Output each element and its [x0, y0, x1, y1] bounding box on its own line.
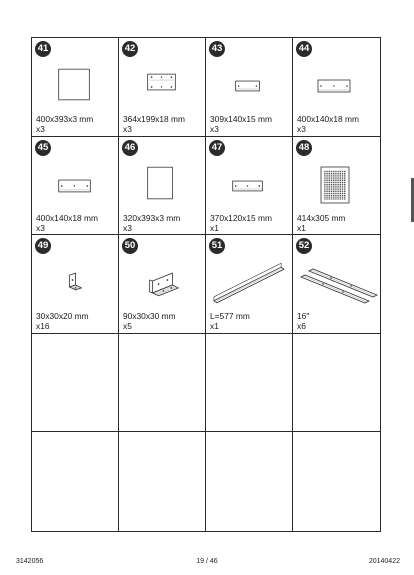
part-number-badge: 46 [122, 140, 138, 156]
empty-cell [293, 432, 380, 531]
part-quantity: x1 [297, 222, 306, 233]
part-quantity: x3 [210, 124, 219, 134]
perforated-panel-icon [293, 155, 380, 213]
part-dimensions: 400x140x18 mm [36, 212, 98, 223]
part-cell [206, 137, 293, 236]
part-quantity: x3 [36, 124, 45, 134]
part-cell [119, 137, 206, 236]
part-number-badge: 45 [35, 140, 51, 156]
part-number-badge: 51 [209, 238, 225, 254]
tall-panel-icon [119, 155, 205, 213]
part-number-badge: 49 [35, 238, 51, 254]
part-cell [119, 38, 206, 137]
parts-grid [31, 37, 381, 532]
part-number-badge: 42 [122, 41, 138, 57]
small-bracket-icon [32, 253, 118, 311]
part-dimensions: 400x393x3 mm [36, 114, 94, 124]
part-cell [293, 38, 380, 137]
part-number-badge: 48 [296, 140, 312, 156]
empty-cell [206, 432, 293, 531]
drilled-board-icon [206, 155, 292, 213]
empty-cell [293, 334, 380, 433]
part-dimensions: 90x30x30 mm [123, 311, 176, 322]
part-number-badge: 44 [296, 41, 312, 57]
part-quantity: x5 [123, 321, 132, 332]
large-bracket-icon [119, 253, 205, 311]
drawer-slides-icon [293, 253, 380, 311]
part-cell [119, 235, 206, 334]
drilled-board-icon [293, 56, 380, 114]
part-quantity: x3 [297, 124, 306, 134]
part-quantity: x3 [123, 124, 132, 134]
part-dimensions: 400x140x18 mm [297, 114, 359, 124]
drilled-board-icon [206, 56, 292, 114]
part-quantity: x3 [36, 222, 45, 233]
part-dimensions: 309x140x15 mm [210, 114, 272, 124]
part-cell [32, 235, 119, 334]
part-dimensions: 370x120x15 mm [210, 212, 272, 223]
part-dimensions: 30x30x20 mm [36, 311, 89, 322]
part-cell [32, 38, 119, 137]
part-number-badge: 43 [209, 41, 225, 57]
part-cell [293, 137, 380, 236]
part-dimensions: 320x393x3 mm [123, 212, 181, 223]
document-code: 3142056 [16, 558, 44, 565]
part-cell [293, 235, 380, 334]
part-cell [206, 38, 293, 137]
rail-icon [206, 253, 292, 311]
part-cell [206, 235, 293, 334]
part-quantity: x3 [123, 222, 132, 233]
drilled-board-icon [119, 56, 205, 114]
part-dimensions: 16" [297, 311, 310, 322]
part-quantity: x1 [210, 321, 219, 332]
part-quantity: x6 [297, 321, 306, 332]
part-quantity: x1 [210, 222, 219, 233]
drilled-board-icon [32, 155, 118, 213]
part-cell [32, 137, 119, 236]
part-dimensions: 364x199x18 mm [123, 114, 185, 124]
empty-cell [119, 432, 206, 531]
part-number-badge: 41 [35, 41, 51, 57]
part-dimensions: L=577 mm [210, 311, 250, 322]
part-quantity: x16 [36, 321, 50, 332]
empty-cell [119, 334, 206, 433]
part-dimensions: 414x305 mm [297, 212, 346, 223]
page-number: 19 / 46 [196, 558, 218, 565]
square-panel-icon [32, 56, 118, 114]
part-number-badge: 50 [122, 238, 138, 254]
part-number-badge: 52 [296, 238, 312, 254]
document-date: 20140422 [368, 558, 400, 565]
empty-cell [32, 432, 119, 531]
empty-cell [206, 334, 293, 433]
empty-cell [32, 334, 119, 433]
part-number-badge: 47 [209, 140, 225, 156]
